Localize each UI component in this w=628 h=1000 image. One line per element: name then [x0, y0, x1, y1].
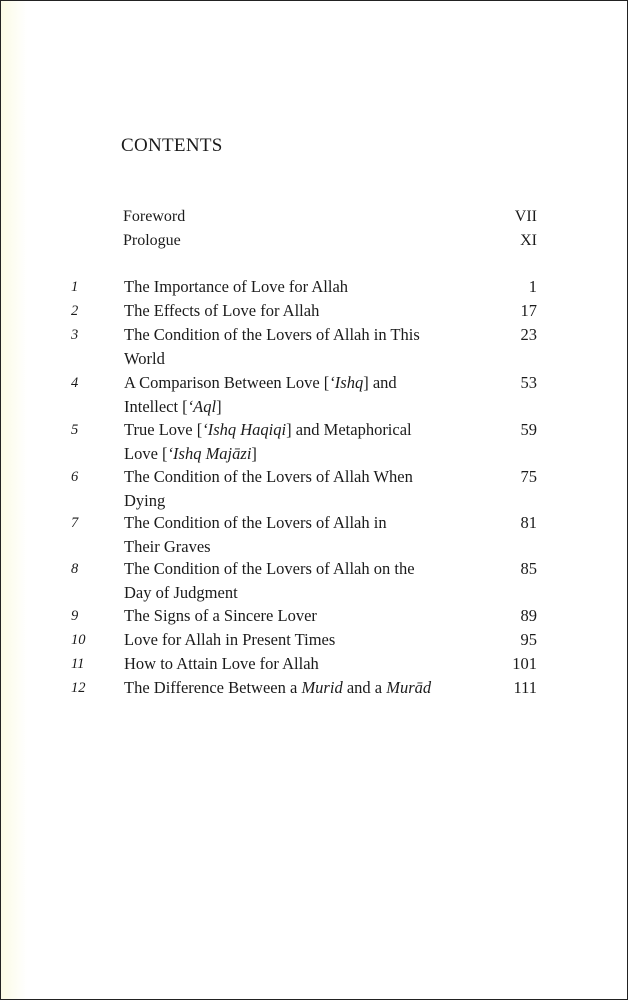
- front-matter-item-prologue[interactable]: [1, 230, 627, 254]
- front-matter-page: VII: [514, 208, 537, 225]
- chapter-page: 23: [520, 325, 537, 344]
- chapter-title: The Condition of the Lovers of Allah in This World: [124, 325, 420, 368]
- chapter-page: 17: [520, 301, 537, 320]
- chapter-number: 5: [71, 422, 79, 438]
- chapter-title: True Love [‘Ishq Haqiqi] and Metaphorical Love [‘Ishq Majāzi]: [124, 420, 412, 463]
- chapter-page: 111: [513, 678, 537, 697]
- front-matter-label: Prologue: [123, 232, 181, 249]
- chapter-page: 89: [520, 606, 537, 625]
- chapter-number: 10: [71, 632, 86, 648]
- chapter-number: 11: [71, 656, 85, 672]
- chapter-title: The Difference Between a Murid and a Murād: [124, 678, 432, 697]
- chapter-title: The Condition of the Lovers of Allah on the Day of Judgment: [124, 559, 415, 602]
- chapter-title: The Importance of Love for Allah: [124, 277, 349, 296]
- chapter-title: Love for Allah in Present Times: [124, 630, 336, 649]
- chapter-page: 101: [512, 654, 537, 673]
- front-matter-page: XI: [520, 232, 537, 249]
- chapter-page: 1: [528, 277, 537, 296]
- contents-heading: CONTENTS: [121, 135, 223, 156]
- chapter-number: 12: [71, 680, 86, 696]
- chapter-number: 1: [71, 279, 79, 295]
- chapter-title: The Effects of Love for Allah: [124, 301, 320, 320]
- chapter-number: 4: [71, 375, 79, 391]
- chapter-number: 8: [71, 561, 79, 577]
- front-matter-item-foreword[interactable]: [1, 206, 627, 230]
- chapter-page: 53: [520, 373, 537, 392]
- chapter-title: The Signs of a Sincere Lover: [124, 606, 317, 625]
- front-matter-label: Foreword: [123, 208, 186, 225]
- chapter-title: The Condition of the Lovers of Allah When Dying: [124, 467, 413, 510]
- chapter-page: 81: [520, 513, 537, 532]
- chapter-page: 59: [520, 420, 537, 439]
- chapter-page: 75: [520, 467, 537, 486]
- chapter-page: 95: [520, 630, 537, 649]
- chapter-number: 3: [71, 327, 79, 343]
- chapter-title: A Comparison Between Love [‘Ishq] and Intellect [‘Aql]: [124, 373, 397, 416]
- chapter-number: 2: [71, 303, 79, 319]
- chapter-title: How to Attain Love for Allah: [124, 654, 319, 673]
- chapter-number: 7: [71, 515, 79, 531]
- chapter-page: 85: [520, 559, 537, 578]
- chapter-title: The Condition of the Lovers of Allah in Their Graves: [124, 513, 387, 556]
- chapter-number: 9: [71, 608, 79, 624]
- chapter-number: 6: [71, 469, 79, 485]
